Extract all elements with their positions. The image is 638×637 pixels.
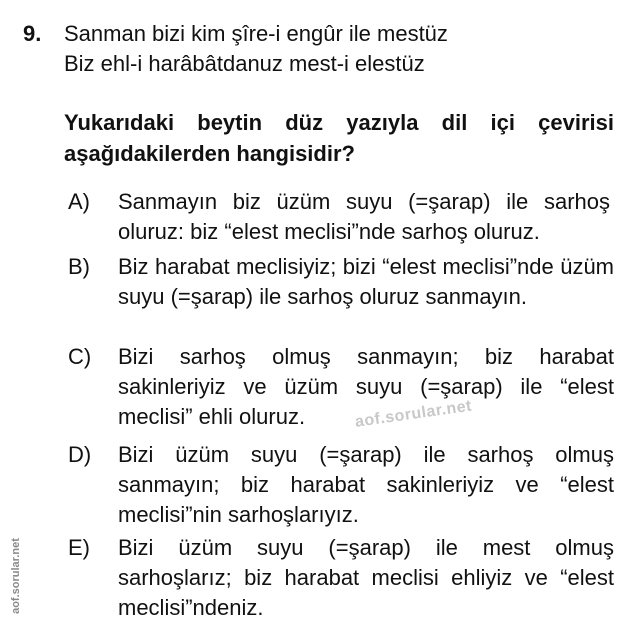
option-d-letter[interactable]: D) bbox=[68, 442, 92, 467]
option-a-text[interactable]: Sanmayın biz üzüm suyu (=şarap) ile sarhoş oluruz: biz “elest meclisi”nde sarhoş oluruz. bbox=[118, 189, 610, 244]
center-watermark: aof.sorular.net bbox=[354, 397, 473, 431]
option-a-letter[interactable]: A) bbox=[68, 189, 90, 214]
option-c-text[interactable]: Bizi sarhoş olmuş sanmayın; biz harabat sakinleriyiz ve üzüm suyu (=şarap) ile “elest meclisi” ehli oluruz. bbox=[118, 344, 614, 429]
question-prompt: Yukarıdaki beytin düz yazıyla dil içi çevirisi aşağıdakilerden hangisidir? bbox=[64, 110, 614, 166]
option-c-letter[interactable]: C) bbox=[68, 344, 92, 369]
question-number: 9. bbox=[23, 21, 42, 46]
option-b-text[interactable]: Biz harabat meclisiyiz; bizi “elest meclisi”nde üzüm suyu (=şarap) ile sarhoş oluruz sanmayın. bbox=[118, 254, 614, 309]
verse-couplet bbox=[64, 19, 624, 79]
option-b-letter[interactable]: B) bbox=[68, 254, 90, 279]
option-e-letter[interactable]: E) bbox=[68, 535, 90, 560]
option-d-text[interactable]: Bizi üzüm suyu (=şarap) ile sarhoş olmuş sanmayın; biz harabat sakinleriyiz ve “elest meclisi”nin sarhoşlarıyız. bbox=[118, 442, 614, 527]
side-watermark: aof.sorular.net bbox=[10, 538, 22, 614]
option-e-text[interactable]: Bizi üzüm suyu (=şarap) ile mest olmuş sarhoşlarız; biz harabat meclisi ehliyiz ve “elest meclisi”ndeniz. bbox=[118, 535, 614, 620]
verse-line-2: Biz ehl-i harâbâtdanuz mest-i elestüz bbox=[64, 51, 425, 76]
verse-line-1: Sanman bizi kim şîre-i engûr ile mestüz bbox=[64, 21, 448, 46]
